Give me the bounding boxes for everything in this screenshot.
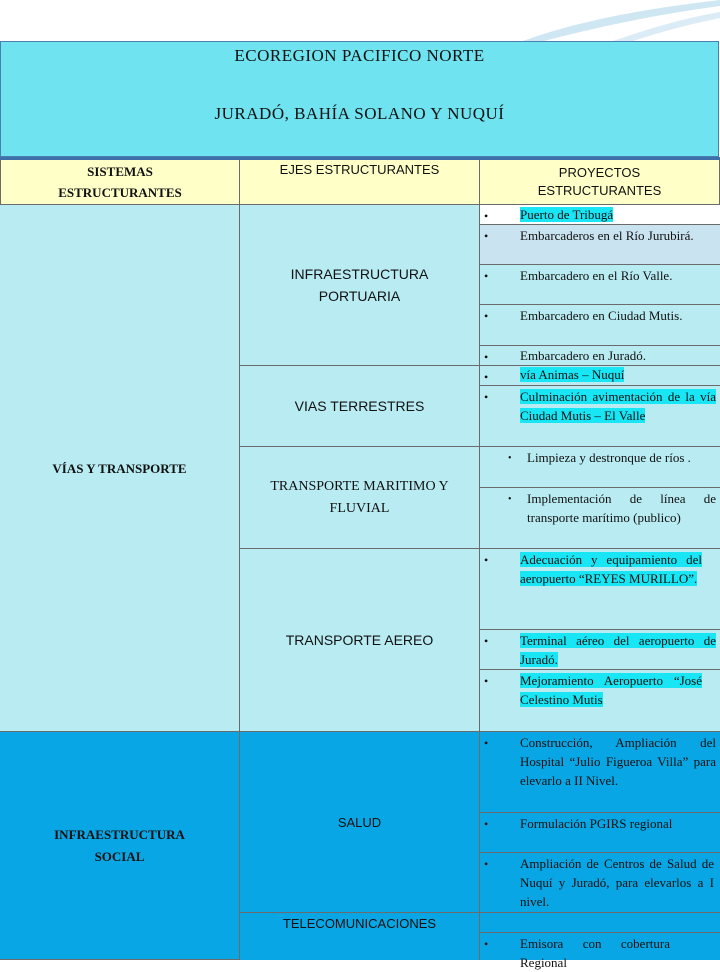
bullet-icon: •	[484, 309, 489, 323]
axis-terrestres-label: VIAS TERRESTRES	[294, 398, 425, 414]
project-emisora-regional: Emisora con cobertura Regional	[520, 936, 670, 970]
project-pgirs-regional: Formulación PGIRS regional	[520, 816, 673, 831]
project-item	[480, 813, 720, 853]
axis-maritimo	[240, 447, 480, 549]
bullet-icon: •	[484, 736, 489, 750]
project-item	[480, 549, 720, 630]
project-aeropuerto-celestino-mutis: Mejoramiento Aeropuerto “José Celestino Mutis	[520, 673, 702, 707]
axis-aereo-label: TRANSPORTE AEREO	[285, 632, 434, 648]
project-item	[480, 732, 720, 813]
project-limpieza-rios: Limpieza y destronque de ríos .	[527, 450, 691, 465]
axis-telecom-label: TELECOMUNICACIONES	[282, 916, 437, 931]
bullet-icon: •	[484, 937, 489, 951]
project-item	[480, 386, 720, 447]
title-municipalities: JURADÓ, BAHÍA SOLANO Y NUQUÍ	[214, 104, 505, 123]
bullet-icon: •	[484, 553, 489, 567]
col-header-ejes	[240, 160, 480, 205]
bullet-icon: •	[484, 817, 489, 831]
project-item	[480, 670, 720, 732]
decorative-swoosh	[0, 0, 720, 42]
col-header-sistemas	[0, 160, 240, 205]
axis-portuaria-label: INFRAESTRUCTURA PORTUARIA	[290, 266, 429, 304]
project-embarcadero-rio-valle: Embarcadero en el Río Valle.	[520, 268, 673, 283]
project-empty-row	[480, 913, 720, 933]
project-item	[480, 366, 720, 386]
system-vias-label: VÍAS Y TRANSPORTE	[52, 460, 187, 476]
bullet-small-icon: •	[508, 453, 512, 464]
bullet-icon: •	[484, 857, 489, 871]
project-item	[480, 447, 720, 488]
project-centros-salud: Ampliación de Centros de Salud de Nuquí y Juradó, para elevarlos a I nivel.	[520, 856, 714, 909]
title-region: ECOREGION PACIFICO NORTE	[234, 46, 485, 65]
project-item	[480, 488, 720, 549]
project-hospital-figueroa: Construcción, Ampliación del Hospital “Julio Figueroa Villa” para elevarlo a II Nivel.	[520, 735, 716, 788]
bullet-icon: •	[484, 350, 489, 364]
axis-aereo	[240, 549, 480, 732]
col-header-proyectos	[480, 160, 720, 205]
system-social-label: INFRAESTRUCTURA SOCIAL	[54, 826, 185, 864]
system-vias-transporte	[0, 205, 240, 732]
project-linea-transporte-maritimo: Implementación de línea de transporte marítimo (publico)	[527, 491, 716, 525]
col-header-sistemas-label: SISTEMAS ESTRUCTURANTES	[58, 164, 182, 200]
bullet-icon: •	[484, 269, 489, 283]
axis-terrestres	[240, 366, 480, 447]
axis-portuaria	[240, 205, 480, 366]
col-header-ejes-label: EJES ESTRUCTURANTES	[279, 162, 440, 177]
bullet-icon: •	[484, 634, 489, 648]
project-item	[480, 265, 720, 305]
project-item	[480, 225, 720, 265]
system-infraestructura-social	[0, 732, 240, 960]
project-item	[480, 305, 720, 346]
project-embarcaderos-jurubira: Embarcaderos en el Río Jurubirá.	[520, 228, 694, 243]
project-item	[480, 630, 720, 670]
project-item	[480, 346, 720, 366]
project-embarcadero-jurado: Embarcadero en Juradó.	[520, 348, 646, 363]
project-terminal-jurado: Terminal aéreo del aeropuerto de Juradó.	[520, 633, 716, 667]
project-embarcadero-ciudad-mutis: Embarcadero en Ciudad Mutis.	[520, 308, 683, 323]
bullet-icon: •	[484, 229, 489, 243]
col-header-proyectos-label: PROYECTOS ESTRUCTURANTES	[537, 165, 662, 198]
bullet-icon: •	[484, 209, 489, 223]
bullet-small-icon: •	[508, 494, 512, 505]
axis-salud	[240, 732, 480, 913]
axis-salud-label: SALUD	[337, 814, 382, 830]
bullet-icon: •	[484, 370, 489, 384]
axis-maritimo-label: TRANSPORTE MARITIMO Y FLUVIAL	[270, 478, 449, 516]
project-puerto-tribuga: Puerto de Tribugá	[520, 207, 614, 222]
bullet-icon: •	[484, 390, 489, 404]
project-item	[480, 205, 720, 225]
project-culminacion-via: Culminación avimentación de la vía Ciudad Mutis – El Valle	[520, 389, 716, 423]
bullet-icon: •	[484, 674, 489, 688]
project-item	[480, 853, 720, 913]
table-title-header	[0, 41, 719, 157]
project-item	[480, 933, 720, 970]
project-aeropuerto-reyes-murillo: Adecuación y equipamiento del aeropuerto “REYES MURILLO”.	[520, 552, 702, 586]
axis-telecomunicaciones	[240, 913, 480, 960]
project-via-animas-nuqui: vía Animas – Nuquí	[520, 367, 625, 382]
